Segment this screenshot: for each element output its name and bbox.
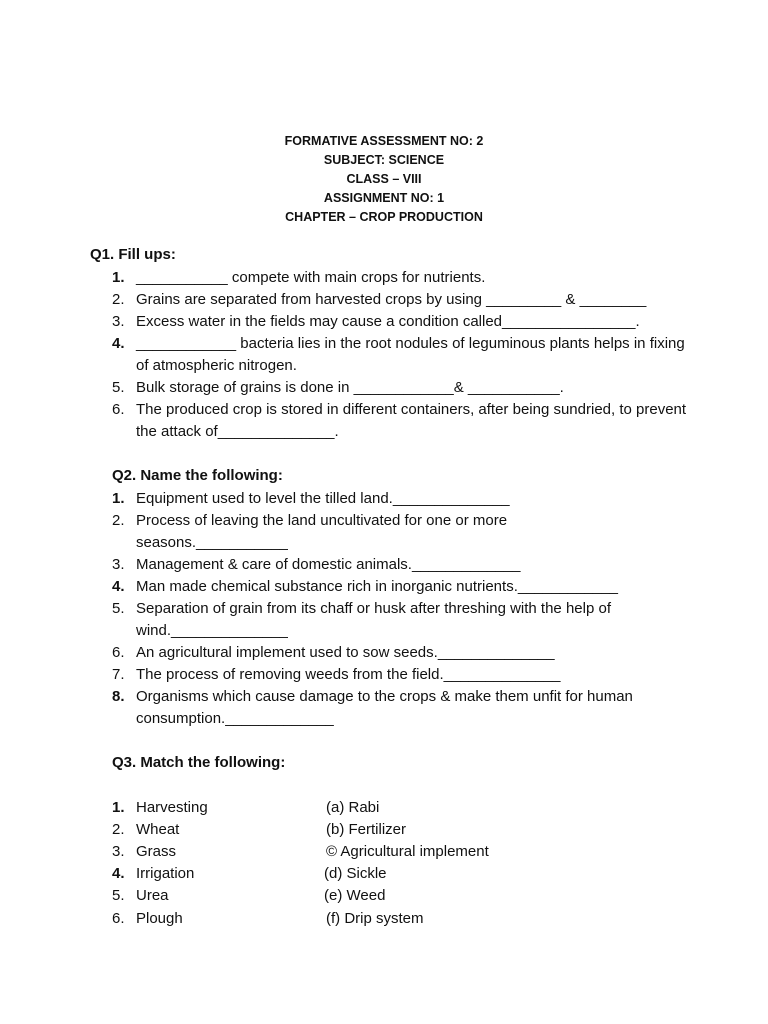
match-left-term: Grass [136, 843, 177, 860]
match-right-term: (e) Weed [324, 887, 386, 904]
item-number: 1. [112, 490, 125, 507]
q1-item [112, 377, 692, 399]
match-number: 4. [112, 865, 125, 882]
q2-item [112, 554, 692, 576]
item-text: Management & care of domestic animals._____________ [136, 556, 521, 573]
q2-item [112, 664, 692, 686]
item-number: 6. [112, 401, 125, 418]
q2-item [112, 598, 692, 642]
item-number: 5. [112, 379, 125, 396]
item-number: 4. [112, 335, 125, 352]
class-line: CLASS – VIII [346, 172, 422, 186]
worksheet-header [0, 132, 768, 227]
q2-list [112, 488, 692, 730]
item-number: 7. [112, 666, 125, 683]
q3-title: Q3. Match the following: [112, 754, 286, 771]
item-text: ____________ bacteria lies in the root nodules of leguminous plants helps in fixing of atmospheric nitrogen. [136, 335, 689, 374]
item-number: 3. [112, 313, 125, 330]
match-left-term: Irrigation [136, 865, 195, 882]
item-text: Equipment used to level the tilled land.______________ [136, 490, 510, 507]
assignment-line: ASSIGNMENT NO: 1 [323, 191, 445, 205]
match-right-term: © Agricultural implement [326, 843, 489, 860]
item-number: 2. [112, 512, 125, 529]
match-right-term: (a) Rabi [326, 799, 380, 816]
q1-item [112, 333, 692, 377]
match-right-term: (d) Sickle [324, 865, 387, 882]
match-right-term: (b) Fertilizer [326, 821, 407, 838]
q1-list [112, 267, 692, 443]
item-text: Man made chemical substance rich in inorganic nutrients.____________ [136, 578, 618, 595]
assessment-title: FORMATIVE ASSESSMENT NO: 2 [284, 134, 484, 148]
item-text: ___________ compete with main crops for nutrients. [136, 269, 486, 286]
match-number: 2. [112, 821, 125, 838]
item-number: 2. [112, 291, 125, 308]
item-text: Organisms which cause damage to the crops & make them unfit for human consumption._____________ [136, 688, 638, 727]
match-left-term: Plough [136, 910, 183, 927]
q2-item [112, 488, 692, 510]
item-number: 5. [112, 600, 125, 617]
match-right-term: (f) Drip system [326, 910, 424, 927]
item-text: The process of removing weeds from the field.______________ [136, 666, 561, 683]
match-number: 6. [112, 910, 125, 927]
item-text: The produced crop is stored in different containers, after being sundried, to prevent the attack of______________. [136, 401, 691, 440]
item-number: 8. [112, 688, 125, 705]
match-left-term: Urea [136, 887, 169, 904]
item-number: 6. [112, 644, 125, 661]
q1-item [112, 311, 692, 333]
match-number: 5. [112, 887, 125, 904]
q1-item [112, 399, 692, 443]
item-number: 4. [112, 578, 125, 595]
match-left-term: Wheat [136, 821, 180, 838]
item-text: Separation of grain from its chaff or husk after threshing with the help of wind.______________ [136, 600, 616, 639]
item-text: Grains are separated from harvested crops by using _________ & ________ [136, 291, 647, 308]
subject-line: SUBJECT: SCIENCE [323, 153, 445, 167]
q1-item [112, 267, 692, 289]
item-text: Bulk storage of grains is done in ____________& ___________. [136, 379, 564, 396]
item-number: 3. [112, 556, 125, 573]
q2-item [112, 686, 692, 730]
chapter-line: CHAPTER – CROP PRODUCTION [285, 210, 483, 224]
match-left-term: Harvesting [136, 799, 208, 816]
match-number: 1. [112, 799, 125, 816]
item-text: Process of leaving the land uncultivated for one or more seasons.___________ [136, 512, 512, 551]
item-text: An agricultural implement used to sow seeds.______________ [136, 644, 555, 661]
q2-item [112, 642, 692, 664]
match-number: 3. [112, 843, 125, 860]
q2-item [112, 510, 692, 554]
item-number: 1. [112, 269, 125, 286]
q1-item [112, 289, 692, 311]
q2-item [112, 576, 692, 598]
item-text: Excess water in the fields may cause a condition called________________. [136, 313, 640, 330]
q2-title: Q2. Name the following: [112, 467, 283, 484]
q1-title: Q1. Fill ups: [90, 246, 176, 263]
